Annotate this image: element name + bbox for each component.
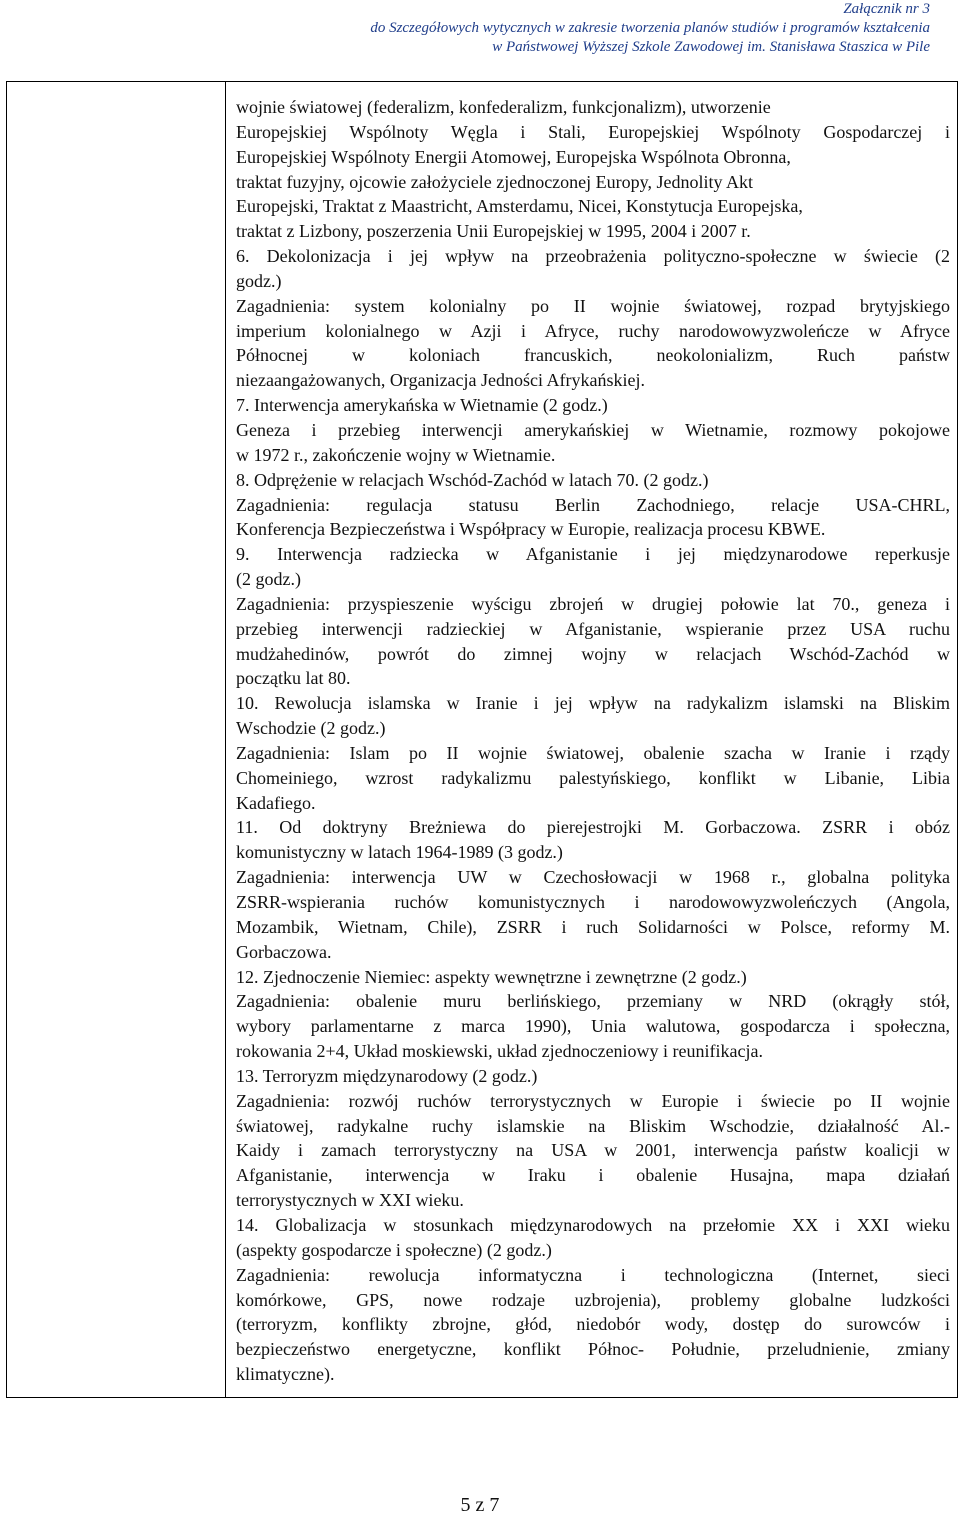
section-heading: 9. Interwencja radziecka w Afganistanie i jej międzynarodowe reperkusje — [236, 544, 950, 565]
content-table — [6, 81, 958, 1398]
text-line: Europejskiej Wspólnoty Energii Atomowej, Europejska Wspólnota Obronna, — [236, 146, 791, 167]
page-number: 5 z 7 — [460, 1494, 500, 1516]
text-line: Europejskiej Wspólnoty Węgla i Stali, Europejskiej Wspólnoty Gospodarczej i — [236, 121, 950, 142]
text-line: Zagadnienia: interwencja UW w Czechosłowacji w 1968 r., globalna polityka — [236, 867, 950, 888]
text-line: Europejski, Traktat z Maastricht, Amsterdamu, Nicei, Konstytucja Europejska, — [236, 196, 803, 217]
text-line: niezaangażowanych, Organizacja Jedności Afrykańskiej. — [236, 370, 645, 391]
text-line: początku lat 80. — [236, 668, 351, 689]
text-line: Zagadnienia: rozwój ruchów terrorystycznych w Europie i świecie po II wojnie — [236, 1090, 950, 1111]
text-line: Zagadnienia: system kolonialny po II wojnie światowej, rozpad brytyjskiego — [236, 295, 950, 316]
section-heading: 8. Odprężenie w relacjach Wschód-Zachód w latach 70. (2 godz.) — [236, 469, 709, 490]
text-line: Zagadnienia: obalenie muru berlińskiego, przemiany w NRD (okrągły stół, — [236, 991, 950, 1012]
text-line: komunistyczny w latach 1964-1989 (3 godz.) — [236, 842, 563, 863]
text-line: 6. Dekolonizacja i jej wpływ na przeobrażenia polityczno-społeczne w świecie (2 — [236, 246, 950, 267]
text-line: Zagadnienia: Islam po II wojnie światowej, obalenie szacha w Iranie i rządy — [236, 742, 950, 763]
header-attachment-number: Załącznik nr 3 — [843, 1, 930, 17]
text-line: imperium kolonialnego w Azji i Afryce, ruchy narodowowyzwoleńcze w Afryce — [236, 320, 950, 341]
text-line: traktat z Lizbony, poszerzenia Unii Europejskiej w 1995, 2004 i 2007 r. — [236, 221, 751, 242]
text-line: Geneza i przebieg interwencji amerykańskiej w Wietnamie, rozmowy pokojowe — [236, 419, 950, 440]
section-heading: 14. Globalizacja w stosunkach międzynarodowych na przełomie XX i XXI wieku — [236, 1214, 950, 1235]
text-line: Kaidy i zamach terrorystyczny na USA w 2001, interwencja państw koalicji w — [236, 1140, 950, 1161]
text-line: Północnej w koloniach francuskich, neokolonializm, Ruch państw — [236, 345, 950, 366]
text-line: (terroryzm, konflikty zbrojne, głód, niedobór wody, dostęp do surowców i — [236, 1314, 950, 1335]
text-line: traktat fuzyjny, ojcowie założyciele zjednoczonej Europy, Jednolity Akt — [236, 171, 753, 192]
text-line: wybory parlamentarne z marca 1990), Unia walutowa, gospodarcza i społeczna, — [236, 1016, 950, 1037]
text-line: Zagadnienia: przyspieszenie wyścigu zbrojeń w drugiej połowie lat 70., geneza i — [236, 593, 950, 614]
text-line: Chomeiniego, wzrost radykalizmu palestyńskiego, konflikt w Libanie, Libia — [236, 767, 950, 788]
text-line: (2 godz.) — [236, 569, 301, 590]
document-header — [370, 0, 930, 57]
text-line: bezpieczeństwo energetyczne, konflikt Północ- Południe, przeludnienie, zmiany — [236, 1339, 950, 1360]
text-line: Gorbaczowa. — [236, 941, 332, 962]
course-content-cell — [236, 95, 950, 1387]
section-heading: 10. Rewolucja islamska w Iranie i jej wpływ na radykalizm islamski na Bliskim — [236, 693, 950, 714]
header-guidelines-title: do Szczegółowych wytycznych w zakresie tworzenia planów studiów i programów kształcenia — [370, 20, 930, 36]
empty-left-cell — [7, 82, 226, 1397]
text-line: Zagadnienia: regulacja statusu Berlin Zachodniego, relacje USA-CHRL, — [236, 494, 950, 515]
text-line: rokowania 2+4, Układ moskiewski, układ zjednoczeniowy i reunifikacja. — [236, 1041, 764, 1062]
text-line: komórkowe, GPS, nowe rodzaje uzbrojenia), problemy globalne ludzkości — [236, 1289, 950, 1310]
text-line: mudżahedinów, powrót do zimnej wojny w relacjach Wschód-Zachód w — [236, 643, 950, 664]
text-line: Mozambik, Wietnam, Chile), ZSRR i ruch Solidarności w Polsce, reformy M. — [236, 916, 950, 937]
text-line: światowej, radykalne ruchy islamskie na Bliskim Wschodzie, działalność Al.- — [236, 1115, 950, 1136]
text-line: wojnie światowej (federalizm, konfederalizm, funkcjonalizm), utworzenie — [236, 97, 771, 117]
text-line: (aspekty gospodarcze i społeczne) (2 godz.) — [236, 1239, 552, 1260]
text-line: Konferencja Bezpieczeństwa i Współpracy w Europie, realizacja procesu KBWE. — [236, 519, 826, 540]
text-line: ZSRR-wspierania ruchów komunistycznych i narodowowyzwoleńczych (Angola, — [236, 892, 950, 912]
section-heading: 12. Zjednoczenie Niemiec: aspekty wewnętrzne i zewnętrzne (2 godz.) — [236, 966, 747, 987]
section-heading: 13. Terroryzm międzynarodowy (2 godz.) — [236, 1065, 538, 1086]
text-line: w 1972 r., zakończenie wojny w Wietnamie. — [236, 444, 556, 465]
section-heading: 11. Od doktryny Breżniewa do pierejestrojki M. Gorbaczowa. ZSRR i obóz — [236, 817, 950, 838]
text-line: klimatyczne). — [236, 1364, 335, 1385]
text-line: Afganistanie, interwencja w Iraku i obalenie Husajna, mapa działań — [236, 1165, 950, 1186]
text-line: Wschodzie (2 godz.) — [236, 718, 386, 739]
text-line: terrorystycznych w XXI wieku. — [236, 1190, 464, 1211]
text-line: Kadafiego. — [236, 792, 316, 813]
section-heading: 7. Interwencja amerykańska w Wietnamie (2 godz.) — [236, 395, 608, 416]
header-institution-name: w Państwowej Wyższej Szkole Zawodowej im. Stanisława Staszica w Pile — [492, 39, 930, 55]
text-line: godz.) — [236, 270, 282, 291]
text-line: przebieg interwencji radzieckiej w Afganistanie, wspieranie przez USA ruchu — [236, 618, 950, 639]
text-line: Zagadnienia: rewolucja informatyczna i technologiczna (Internet, sieci — [236, 1264, 950, 1285]
